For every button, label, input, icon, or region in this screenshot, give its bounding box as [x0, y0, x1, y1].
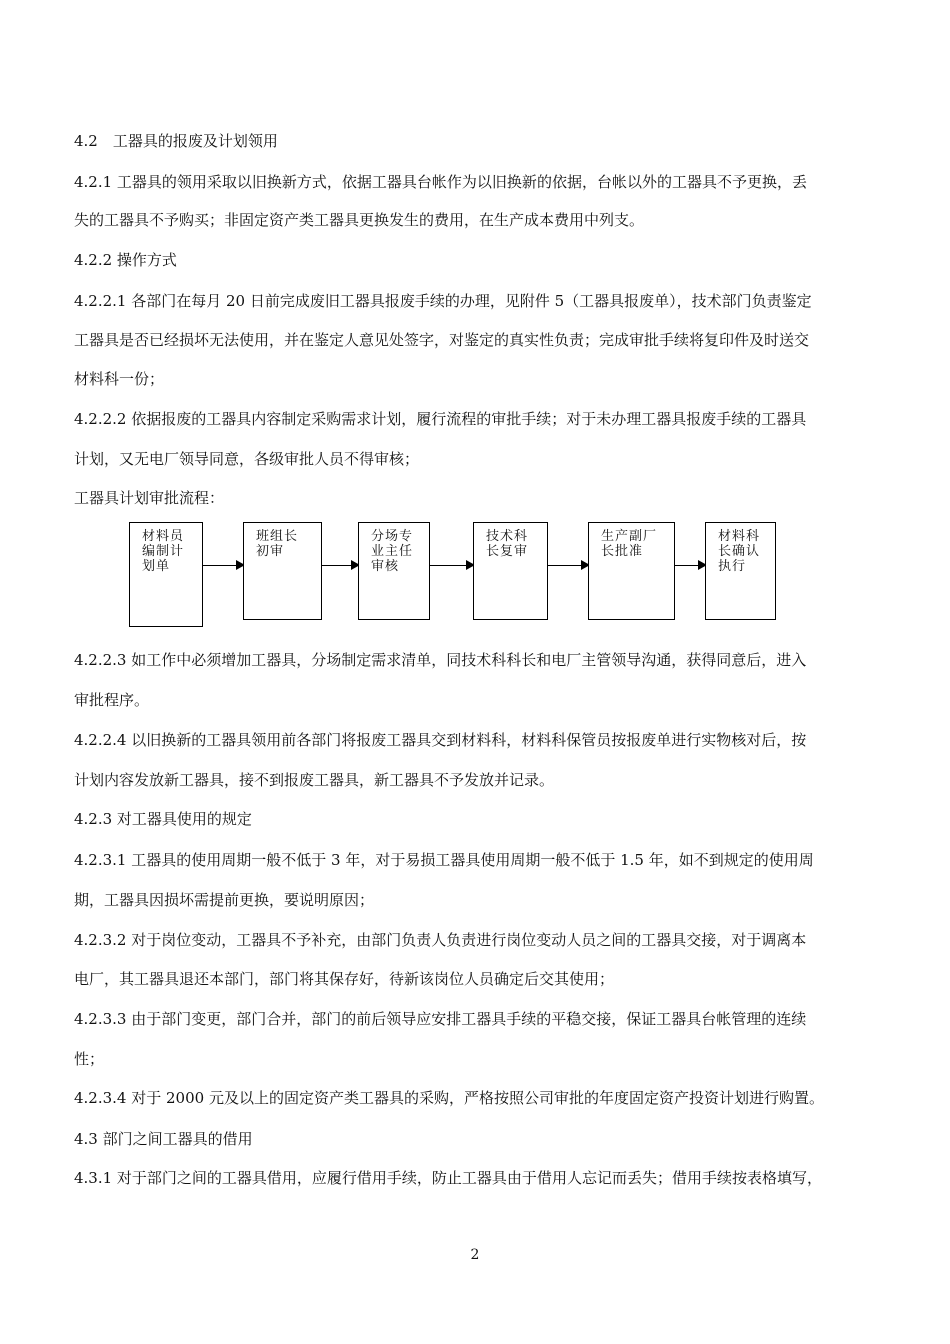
flow-step-1	[129, 522, 203, 627]
flow-step-text: 长复审	[486, 544, 529, 559]
subsection-heading: 4.2.2 操作方式	[74, 251, 177, 269]
section-heading-4-3: 4.3 部门之间工器具的借用	[74, 1130, 253, 1148]
paragraph-line: 失的工器具不予购买；非固定资产类工器具更换发生的费用，在生产成本费用中列支。	[74, 211, 645, 229]
flow-step-text: 执行	[718, 559, 747, 574]
paragraph-line: 4.2.3.1 工器具的使用周期一般不低于 3 年，对于易损工器具使用周期一般不低于 1.5 年，如不到规定的使用周	[74, 851, 814, 869]
flow-step-text: 初审	[256, 544, 285, 559]
paragraph-line: 4.2.2.3 如工作中必须增加工器具，分场制定需求清单，同技术科科长和电厂主管领导沟通，获得同意后，进入	[74, 651, 807, 669]
paragraph-line: 审批程序。	[74, 691, 150, 709]
flow-step-text: 审核	[371, 559, 400, 574]
flow-arrow	[548, 565, 588, 566]
paragraph-line: 性；	[74, 1050, 105, 1068]
flow-step-text: 技术科	[486, 529, 529, 544]
flow-step-text: 班组长	[256, 529, 299, 544]
paragraph-line: 4.2.1 工器具的领用采取以旧换新方式，依据工器具台帐作为以旧换新的依据，台帐以外的工器具不予更换，丢	[74, 173, 807, 191]
flow-step-6	[705, 522, 776, 620]
paragraph-line: 4.2.2.1 各部门在每月 20 日前完成废旧工器具报废手续的办理，见附件 5（工器具报废单），技术部门负责鉴定	[74, 292, 812, 310]
flow-step-text: 划单	[142, 559, 171, 574]
paragraph-line: 计划，又无电厂领导同意，各级审批人员不得审核；	[74, 450, 420, 468]
flow-step-3	[358, 522, 430, 620]
flow-step-5	[588, 522, 675, 620]
subsection-heading: 4.2.3 对工器具使用的规定	[74, 810, 252, 828]
section-heading-4-2: 4.2 工器具的报废及计划领用	[74, 132, 278, 150]
paragraph-line: 4.2.2.2 依据报废的工器具内容制定采购需求计划，履行流程的审批手续；对于未办理工器具报废手续的工器具	[74, 410, 807, 428]
flow-step-text: 分场专	[371, 529, 414, 544]
paragraph-line: 4.3.1 对于部门之间的工器具借用，应履行借用手续，防止工器具由于借用人忘记而丢失；借用手续按表格填写，	[74, 1169, 822, 1187]
paragraph-line: 电厂，其工器具退还本部门，部门将其保存好，待新该岗位人员确定后交其使用；	[74, 970, 615, 988]
paragraph-line: 期，工器具因损坏需提前更换，要说明原因；	[74, 891, 375, 909]
paragraph-line: 4.2.3.4 对于 2000 元及以上的固定资产类工器具的采购，严格按照公司审批的年度固定资产投资计划进行购置。	[74, 1089, 824, 1107]
paragraph-line: 工器具是否已经损坏无法使用，并在鉴定人意见处签字，对鉴定的真实性负责；完成审批手续将复印件及时送交	[74, 331, 810, 349]
flow-step-text: 长批准	[601, 544, 644, 559]
flow-step-text: 长确认	[718, 544, 761, 559]
paragraph-line: 4.2.3.3 由于部门变更，部门合并，部门的前后领导应安排工器具手续的平稳交接，保证工器具台帐管理的连续	[74, 1010, 807, 1028]
flow-step-text: 编制计	[142, 544, 185, 559]
page-number: 2	[470, 1247, 480, 1263]
flow-arrow	[430, 565, 473, 566]
flow-step-2	[243, 522, 322, 620]
flow-step-4	[473, 522, 548, 620]
flow-step-text: 业主任	[371, 544, 414, 559]
paragraph-line: 计划内容发放新工器具，接不到报废工器具，新工器具不予发放并记录。	[74, 771, 555, 789]
flow-step-text: 生产副厂	[601, 529, 658, 544]
paragraph-line: 4.2.3.2 对于岗位变动，工器具不予补充，由部门负责人负责进行岗位变动人员之间的工器具交接，对于调离本	[74, 931, 807, 949]
flow-step-text: 材料员	[142, 529, 185, 544]
flow-arrow	[322, 565, 358, 566]
paragraph-line: 4.2.2.4 以旧换新的工器具领用前各部门将报废工器具交到材料科，材料科保管员按报废单进行实物核对后，按	[74, 731, 807, 749]
flow-caption: 工器具计划审批流程：	[74, 489, 225, 507]
flow-arrow	[203, 565, 243, 566]
flow-arrow	[675, 565, 705, 566]
flow-step-text: 材料科	[718, 529, 761, 544]
paragraph-line: 材料科一份；	[74, 370, 165, 388]
